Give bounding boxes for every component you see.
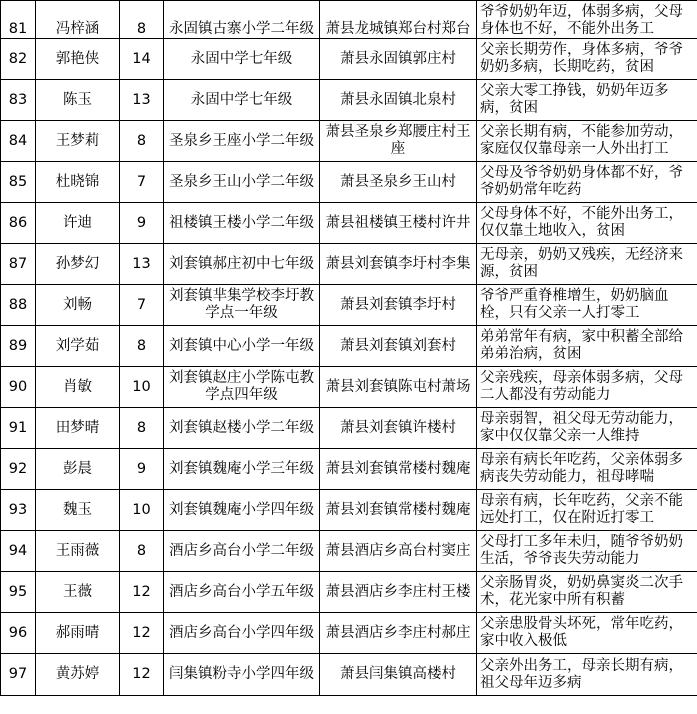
table-row [1, 80, 697, 121]
student-name-cell: 王雨薇 [36, 531, 120, 572]
table-row [1, 203, 697, 244]
school-grade-cell: 刘套镇中心小学一年级 [164, 326, 320, 367]
table-row [1, 408, 697, 449]
hardship-reason-cell: 父亲长期劳作，身体多病，爷爷奶奶多病，长期吃药，贫困 [477, 39, 697, 80]
home-address-cell: 萧县刘套镇常楼村魏庵 [320, 490, 477, 531]
row-number-cell: 81 [1, 1, 36, 39]
age-cell: 8 [120, 408, 164, 449]
row-number-cell: 96 [1, 613, 36, 654]
home-address-cell: 萧县永固镇北泉村 [320, 80, 477, 121]
age-cell: 10 [120, 490, 164, 531]
student-name-cell: 陈玉 [36, 80, 120, 121]
student-name-cell: 孙梦幻 [36, 244, 120, 285]
row-number-cell: 91 [1, 408, 36, 449]
home-address-cell: 萧县刘套镇李圩村李集 [320, 244, 477, 285]
hardship-reason-cell: 弟弟常年有病，家中积蓄全部给弟弟治病，贫困 [477, 326, 697, 367]
student-name-cell: 王梦莉 [36, 121, 120, 162]
student-name-cell: 黄苏婷 [36, 654, 120, 696]
school-grade-cell: 酒店乡高台小学二年级 [164, 531, 320, 572]
row-number-cell: 88 [1, 285, 36, 326]
home-address-cell: 萧县圣泉乡王山村 [320, 162, 477, 203]
table-row [1, 654, 697, 696]
hardship-reason-cell: 爷爷奶奶年迈，体弱多病，父母身体也不好，不能外出务工 [477, 1, 697, 39]
age-cell: 12 [120, 572, 164, 613]
table-row [1, 121, 697, 162]
hardship-reason-cell: 父亲残疾，母亲体弱多病，父母二人都没有劳动能力 [477, 367, 697, 408]
hardship-reason-cell: 父亲患股骨头坏死，常年吃药，家中收入极低 [477, 613, 697, 654]
row-number-cell: 95 [1, 572, 36, 613]
age-cell: 8 [120, 326, 164, 367]
student-name-cell: 魏玉 [36, 490, 120, 531]
home-address-cell: 萧县刘套镇陈屯村萧场 [320, 367, 477, 408]
row-number-cell: 92 [1, 449, 36, 490]
age-cell: 8 [120, 121, 164, 162]
home-address-cell: 萧县刘套镇常楼村魏庵 [320, 449, 477, 490]
student-name-cell: 许迪 [36, 203, 120, 244]
student-name-cell: 郝雨晴 [36, 613, 120, 654]
hardship-reason-cell: 父亲肠胃炎，奶奶鼻窦炎二次手术，花光家中所有积蓄 [477, 572, 697, 613]
home-address-cell: 萧县刘套镇刘套村 [320, 326, 477, 367]
home-address-cell: 萧县酒店乡李庄村王楼 [320, 572, 477, 613]
table-row [1, 326, 697, 367]
row-number-cell: 86 [1, 203, 36, 244]
school-grade-cell: 刘套镇赵楼小学二年级 [164, 408, 320, 449]
age-cell: 7 [120, 162, 164, 203]
school-grade-cell: 酒店乡高台小学五年级 [164, 572, 320, 613]
row-number-cell: 82 [1, 39, 36, 80]
age-cell: 13 [120, 80, 164, 121]
table-row [1, 531, 697, 572]
home-address-cell: 萧县刘套镇李圩村 [320, 285, 477, 326]
school-grade-cell: 永固镇古寨小学二年级 [164, 1, 320, 39]
student-name-cell: 郭艳侠 [36, 39, 120, 80]
school-grade-cell: 圣泉乡王山小学二年级 [164, 162, 320, 203]
hardship-reason-cell: 爷爷严重脊椎增生，奶奶脑血栓，只有父亲一人打零工 [477, 285, 697, 326]
row-number-cell: 90 [1, 367, 36, 408]
school-grade-cell: 刘套镇芈集学校李圩教学点一年级 [164, 285, 320, 326]
table-row [1, 39, 697, 80]
row-number-cell: 85 [1, 162, 36, 203]
home-address-cell: 萧县龙城镇郑台村郑台 [320, 1, 477, 39]
table-row [1, 367, 697, 408]
age-cell: 8 [120, 531, 164, 572]
home-address-cell: 萧县酒店乡李庄村郝庄 [320, 613, 477, 654]
school-grade-cell: 祖楼镇王楼小学二年级 [164, 203, 320, 244]
row-number-cell: 94 [1, 531, 36, 572]
student-name-cell: 彭晨 [36, 449, 120, 490]
school-grade-cell: 闫集镇粉寺小学四年级 [164, 654, 320, 696]
student-name-cell: 王薇 [36, 572, 120, 613]
age-cell: 9 [120, 449, 164, 490]
home-address-cell: 萧县祖楼镇王楼村许井 [320, 203, 477, 244]
student-name-cell: 田梦晴 [36, 408, 120, 449]
table-row [1, 285, 697, 326]
table-row [1, 449, 697, 490]
student-name-cell: 刘学茹 [36, 326, 120, 367]
school-grade-cell: 圣泉乡王座小学二年级 [164, 121, 320, 162]
hardship-reason-cell: 母亲有病，长年吃药，父亲不能远处打工，仅在附近打零工 [477, 490, 697, 531]
age-cell: 8 [120, 1, 164, 39]
hardship-reason-cell: 母亲有病长年吃药，父亲体弱多病丧失劳动能力，祖母哮喘 [477, 449, 697, 490]
hardship-reason-cell: 父母及爷爷奶奶身体都不好，爷爷奶奶常年吃药 [477, 162, 697, 203]
table-row [1, 162, 697, 203]
school-grade-cell: 刘套镇赵庄小学陈屯教学点四年级 [164, 367, 320, 408]
age-cell: 13 [120, 244, 164, 285]
school-grade-cell: 刘套镇魏庵小学四年级 [164, 490, 320, 531]
row-number-cell: 84 [1, 121, 36, 162]
table-row [1, 490, 697, 531]
hardship-reason-cell: 无母亲，奶奶又残疾，无经济来源，贫困 [477, 244, 697, 285]
roster-body [1, 1, 697, 696]
row-number-cell: 83 [1, 80, 36, 121]
school-grade-cell: 永固中学七年级 [164, 39, 320, 80]
age-cell: 7 [120, 285, 164, 326]
table-row [1, 244, 697, 285]
age-cell: 14 [120, 39, 164, 80]
hardship-reason-cell: 父亲外出务工，母亲长期有病，祖父母年迈多病 [477, 654, 697, 696]
table-row [1, 613, 697, 654]
home-address-cell: 萧县闫集镇高楼村 [320, 654, 477, 696]
age-cell: 12 [120, 654, 164, 696]
age-cell: 10 [120, 367, 164, 408]
student-name-cell: 冯梓涵 [36, 1, 120, 39]
student-name-cell: 肖敏 [36, 367, 120, 408]
age-cell: 9 [120, 203, 164, 244]
school-grade-cell: 刘套镇魏庵小学三年级 [164, 449, 320, 490]
home-address-cell: 萧县酒店乡高台村窦庄 [320, 531, 477, 572]
student-name-cell: 刘畅 [36, 285, 120, 326]
school-grade-cell: 酒店乡高台小学四年级 [164, 613, 320, 654]
student-name-cell: 杜晓锦 [36, 162, 120, 203]
school-grade-cell: 永固中学七年级 [164, 80, 320, 121]
age-cell: 12 [120, 613, 164, 654]
school-grade-cell: 刘套镇郝庄初中七年级 [164, 244, 320, 285]
home-address-cell: 萧县永固镇郭庄村 [320, 39, 477, 80]
hardship-reason-cell: 父亲大零工挣钱，奶奶年迈多病，贫困 [477, 80, 697, 121]
hardship-reason-cell: 父母身体不好，不能外出务工，仅仅靠土地收入，贫困 [477, 203, 697, 244]
table-row [1, 572, 697, 613]
hardship-reason-cell: 父亲长期有病，不能参加劳动，家庭仅仅靠母亲一人外出打工 [477, 121, 697, 162]
hardship-reason-cell: 母亲弱智，祖父母无劳动能力，家中仅仅靠父亲一人维持 [477, 408, 697, 449]
home-address-cell: 萧县圣泉乡郑腰庄村王座 [320, 121, 477, 162]
row-number-cell: 89 [1, 326, 36, 367]
row-number-cell: 87 [1, 244, 36, 285]
hardship-reason-cell: 父母打工多年未归，随爷爷奶奶生活，爷爷丧失劳动能力 [477, 531, 697, 572]
row-number-cell: 93 [1, 490, 36, 531]
home-address-cell: 萧县刘套镇许楼村 [320, 408, 477, 449]
table-row [1, 1, 697, 39]
row-number-cell: 97 [1, 654, 36, 696]
